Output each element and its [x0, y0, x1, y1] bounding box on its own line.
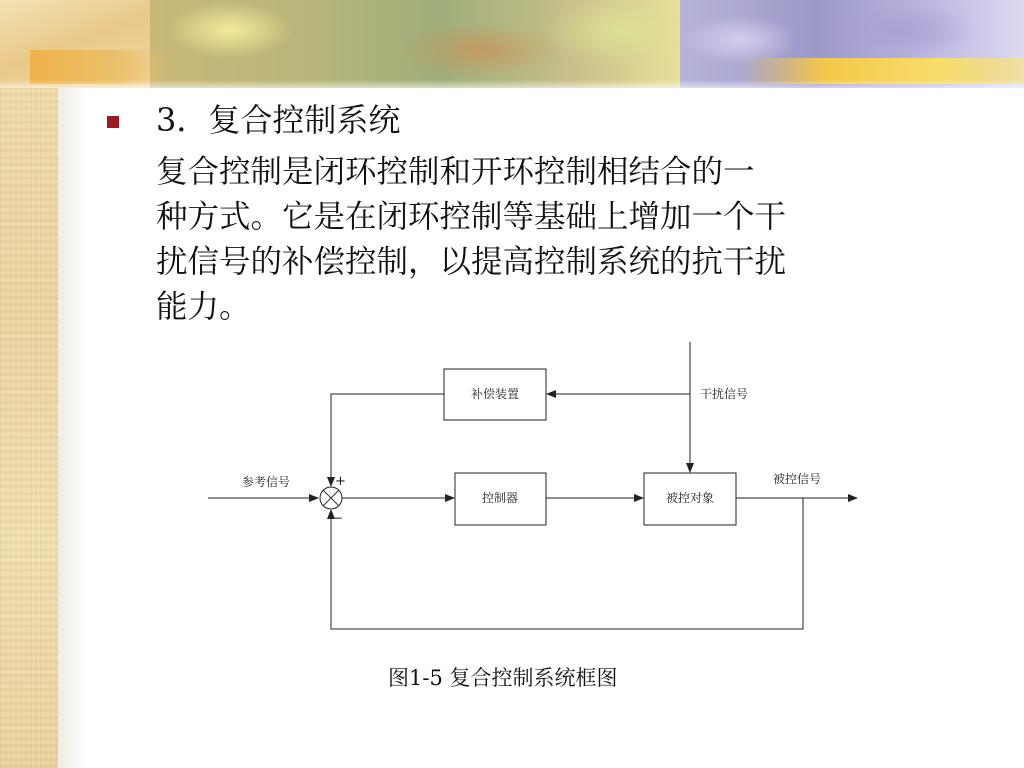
paragraph-line: 复合控制是闭环控制和开环控制相结合的一 — [156, 154, 755, 190]
plus-sign: + — [335, 474, 346, 489]
paragraph-line: 能力。 — [156, 289, 251, 325]
minus-sign: − — [333, 511, 344, 525]
reference-signal-label: 参考信号 — [241, 475, 291, 489]
disturbance-signal-label: 干扰信号 — [700, 387, 749, 401]
paragraph-line: 种方式。它是在闭环控制等基础上增加一个干 — [156, 199, 787, 235]
controller-label: 控制器 — [481, 491, 519, 505]
compensator-to-junction-path — [331, 394, 444, 486]
compensator-label: 补偿装置 — [470, 387, 520, 401]
paragraph-line: 扰信号的补偿控制，以提高控制系统的抗干扰 — [156, 244, 787, 280]
figure-caption: 图1-5 复合控制系统框图 — [388, 666, 618, 690]
output-signal-label: 被控信号 — [772, 472, 822, 486]
section-heading: 3．复合控制系统 — [156, 101, 401, 139]
plant-label: 被控对象 — [665, 491, 715, 505]
